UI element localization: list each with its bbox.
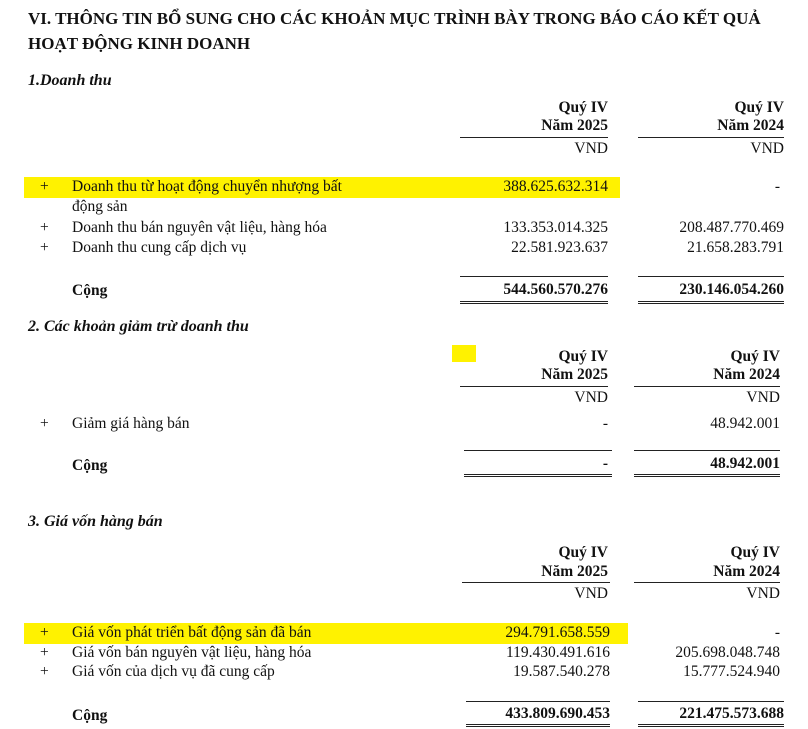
total-double-rule — [638, 303, 784, 304]
row-sign: + — [40, 415, 49, 432]
total-double-rule — [634, 476, 780, 477]
total-double-rule — [460, 303, 608, 304]
row-sign: + — [40, 624, 49, 641]
row-value-2025: - — [602, 415, 608, 432]
row-label: Giá vốn bán nguyên vật liệu, hàng hóa — [72, 644, 312, 661]
col-header-2024-year: Năm 2024 — [717, 117, 784, 134]
highlight-mark — [452, 345, 476, 362]
row-label: Doanh thu từ hoạt động chuyển nhượng bất — [72, 178, 342, 195]
col-header-2024-quarter: Quý IV — [734, 99, 784, 116]
row-sign: + — [40, 644, 49, 661]
total-double-rule — [464, 474, 612, 475]
col-header-underline — [460, 386, 608, 387]
total-rule — [638, 276, 784, 277]
col-header-underline — [460, 137, 608, 138]
total-double-rule — [638, 301, 784, 302]
total-value-2024: 48.942.001 — [710, 455, 780, 472]
row-label: Giảm giá hàng bán — [72, 415, 190, 432]
col-unit-2024: VND — [750, 140, 784, 157]
row-value-2025: 294.791.658.559 — [505, 624, 610, 641]
col-header-underline — [634, 582, 780, 583]
section-title-revenue: 1.Doanh thu — [28, 72, 112, 89]
row-label: Doanh thu bán nguyên vật liệu, hàng hóa — [72, 219, 327, 236]
total-rule — [634, 450, 780, 451]
section-heading-line2: HOẠT ĐỘNG KINH DOANH — [28, 34, 251, 53]
col-unit-2025: VND — [574, 585, 608, 602]
col-unit-2025: VND — [574, 140, 608, 157]
row-value-2024: - — [774, 178, 780, 195]
section-title-revenue-deductions: 2. Các khoản giảm trừ doanh thu — [28, 318, 249, 335]
total-rule — [638, 701, 784, 702]
col-header-2025-quarter: Quý IV — [558, 99, 608, 116]
col-header-underline — [462, 582, 610, 583]
row-value-2025: 19.587.540.278 — [513, 663, 610, 680]
col-header-2025-year: Năm 2025 — [541, 366, 608, 383]
row-sign: + — [40, 239, 49, 256]
total-double-rule — [638, 724, 784, 725]
row-value-2025: 22.581.923.637 — [511, 239, 608, 256]
col-header-2024-year: Năm 2024 — [713, 563, 780, 580]
total-double-rule — [464, 476, 612, 477]
row-label-continued: động sản — [72, 198, 128, 215]
total-value-2025: 544.560.570.276 — [503, 281, 608, 298]
col-header-2025-quarter: Quý IV — [558, 348, 608, 365]
total-label: Cộng — [72, 457, 108, 474]
total-double-rule — [466, 726, 610, 727]
row-sign: + — [40, 663, 49, 680]
col-header-2024-year: Năm 2024 — [713, 366, 780, 383]
total-value-2025: - — [602, 455, 608, 472]
col-header-2025-year: Năm 2025 — [541, 117, 608, 134]
section-heading-line1: VI. THÔNG TIN BỔ SUNG CHO CÁC KHOẢN MỤC TRÌNH BÀY TRONG BÁO CÁO KẾT QUẢ — [28, 9, 761, 28]
section-title-cost-of-goods-sold: 3. Giá vốn hàng bán — [28, 513, 163, 530]
total-value-2025: 433.809.690.453 — [505, 705, 610, 722]
col-unit-2024: VND — [746, 389, 780, 406]
total-rule — [466, 701, 610, 702]
total-value-2024: 230.146.054.260 — [679, 281, 784, 298]
total-double-rule — [638, 726, 784, 727]
row-sign: + — [40, 178, 49, 195]
total-double-rule — [634, 474, 780, 475]
col-header-underline — [638, 137, 784, 138]
total-rule — [464, 450, 612, 451]
total-value-2024: 221.475.573.688 — [679, 705, 784, 722]
col-header-2024-quarter: Quý IV — [730, 544, 780, 561]
total-double-rule — [460, 301, 608, 302]
total-double-rule — [466, 724, 610, 725]
row-value-2025: 133.353.014.325 — [503, 219, 608, 236]
total-label: Cộng — [72, 707, 108, 724]
row-value-2024: 48.942.001 — [710, 415, 780, 432]
col-unit-2025: VND — [574, 389, 608, 406]
row-value-2024: 205.698.048.748 — [675, 644, 780, 661]
row-value-2025: 119.430.491.616 — [505, 644, 610, 661]
row-value-2024: 15.777.524.940 — [683, 663, 780, 680]
row-value-2024: 208.487.770.469 — [679, 219, 784, 236]
row-label: Giá vốn của dịch vụ đã cung cấp — [72, 663, 275, 680]
col-header-2024-quarter: Quý IV — [730, 348, 780, 365]
row-label: Doanh thu cung cấp dịch vụ — [72, 239, 247, 256]
row-value-2024: - — [774, 624, 780, 641]
row-sign: + — [40, 219, 49, 236]
col-header-underline — [634, 386, 780, 387]
row-value-2025: 388.625.632.314 — [503, 178, 608, 195]
total-rule — [460, 276, 608, 277]
row-label: Giá vốn phát triển bất động sản đã bán — [72, 624, 312, 641]
col-header-2025-quarter: Quý IV — [558, 544, 608, 561]
row-value-2024: 21.658.283.791 — [687, 239, 784, 256]
col-unit-2024: VND — [746, 585, 780, 602]
col-header-2025-year: Năm 2025 — [541, 563, 608, 580]
total-label: Cộng — [72, 282, 108, 299]
